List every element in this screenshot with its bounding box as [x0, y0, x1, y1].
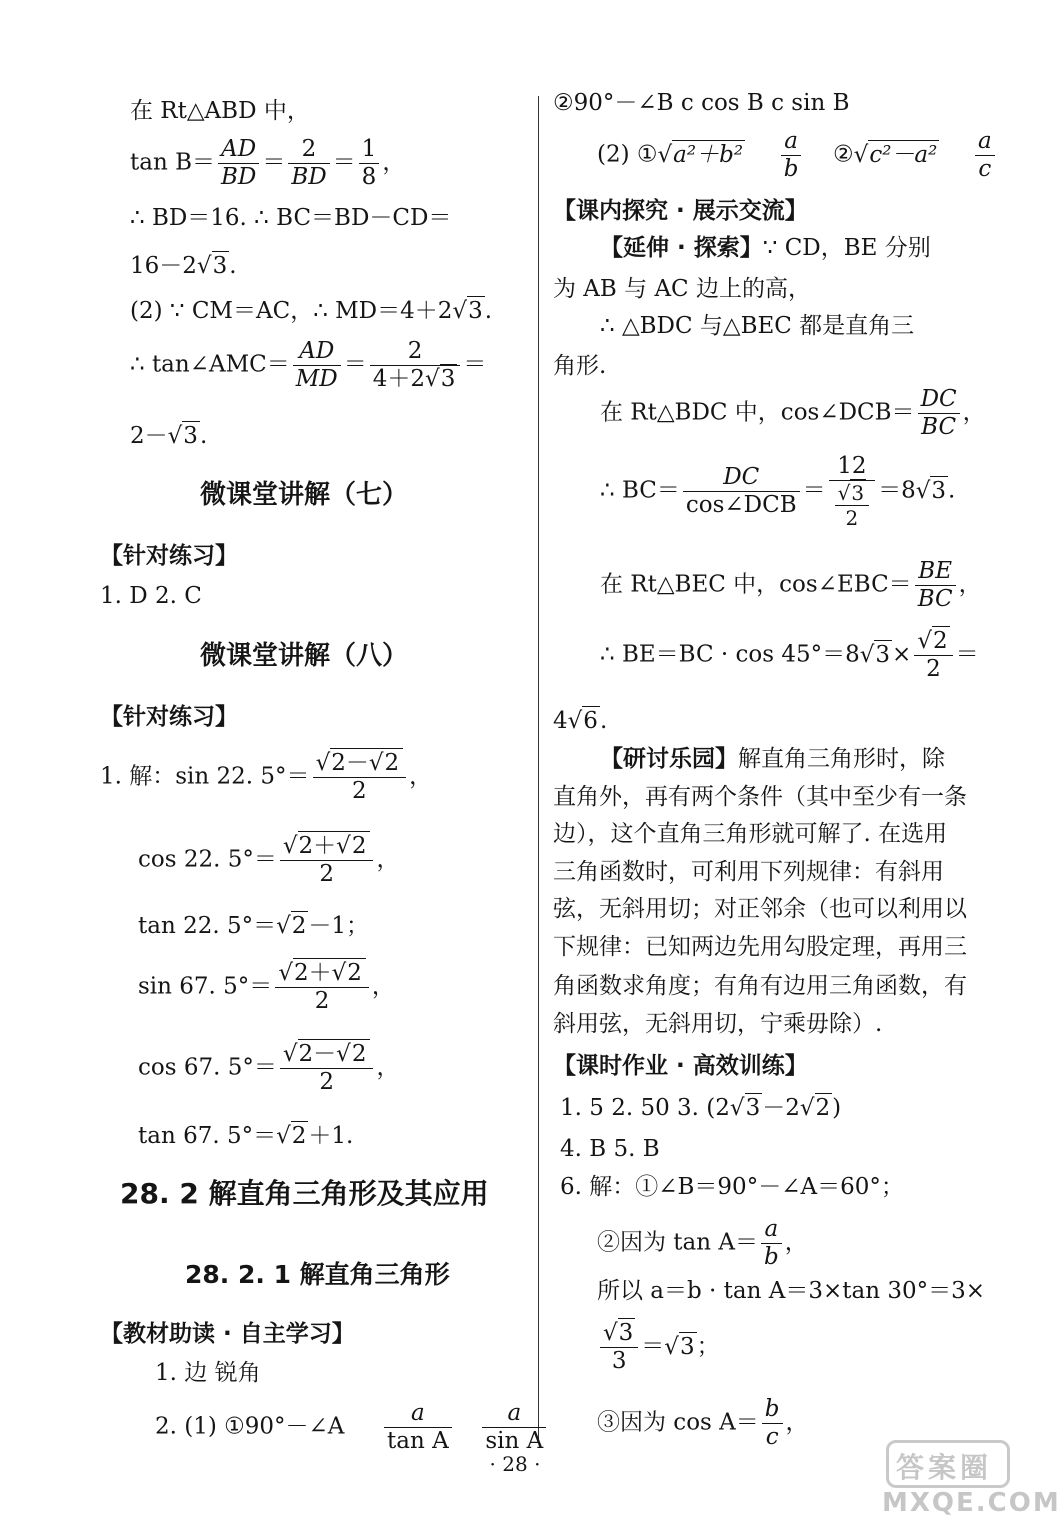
section-heading: 【课内探究 · 展示交流】: [553, 198, 808, 224]
equation-line: tan 67. 5°＝√2＋1.: [138, 1123, 354, 1149]
equation-line: 1. 解：sin 22. 5°＝ $\frac{√2-√2}{2}$ ，: [100, 750, 433, 804]
section-title: 28. 2 解直角三角形及其应用: [120, 1177, 489, 1210]
text-line: 在 Rt△ABD 中，: [130, 98, 310, 124]
section-title: 微课堂讲解（八）: [200, 641, 409, 671]
equation-line: (2) ①√a²＋b² $\frac{a}{b}$ ②√c²－a² $\frac{a}{c}$: [597, 130, 998, 181]
page-number: · 28 ·: [489, 1452, 541, 1476]
section-heading: 【教材助读 · 自主学习】: [100, 1321, 355, 1347]
right-column: [545, 0, 1030, 1536]
section-heading: 【针对练习】: [100, 543, 238, 569]
equation-line: $\frac{√3}{3}$ ＝√3；: [597, 1322, 720, 1373]
subsection-title: 28. 2. 1 解直角三角形: [185, 1260, 450, 1289]
equation-line: 2. (1) ①90°－∠A $\frac{a}{\text{tan A}}$ $\frac{a}{\text{sin A}}$: [155, 1402, 549, 1453]
equation-line: ③因为 cos A＝ $\frac{b}{c}$ ，: [597, 1396, 809, 1450]
paragraph-line: 边），这个直角三角形就可解了. 在选用: [553, 821, 948, 847]
equation-line: ②因为 tan A＝ $\frac{a}{b}$ ，: [597, 1216, 808, 1270]
paragraph-line: 下规律：已知两边先用勾股定理，再用三: [553, 934, 967, 960]
paragraph-line: 【研讨乐园】解直角三角形时，除: [600, 746, 945, 772]
paragraph-line: 角函数求角度；有角有边用三角函数，有: [553, 973, 967, 999]
text-line: 16－2√3.: [130, 253, 237, 279]
equation-line: tan B＝ $\frac{AD}{BD}$ ＝ $\frac{2}{BD}$ ＝ $\frac{1}{8}$ ，: [130, 136, 406, 190]
equation-line: 在 Rt△BDC 中，cos∠DCB＝ $\frac{DC}{BC}$ ，: [600, 386, 986, 440]
section-heading: 【针对练习】: [100, 704, 238, 730]
paragraph-line: 直角外，再有两个条件（其中至少有一条: [553, 784, 967, 810]
answer-line: 1. 5 2. 50 3. (2√3－2√2): [560, 1095, 842, 1121]
equation-line: ∴ BE＝BC · cos 45°＝8√3× $\frac{√2}{2}$ ＝: [600, 628, 979, 682]
answer-line: ②90°－∠B c cos B c sin B: [553, 90, 850, 116]
equation-line: cos 22. 5°＝ $\frac{√2+√2}{2}$ ，: [138, 833, 400, 887]
equation-line: sin 67. 5°＝ $\frac{√2+√2}{2}$ ，: [138, 960, 395, 1014]
paragraph-line: 弦，无斜用切；对正邻余（也可以利用以: [553, 896, 967, 922]
equation-line: ∴ BC＝ $\frac{DC}{\text{cos∠DCB}}$ ＝ $\frac{12}{\frac{√3}{2}}$ ＝8√3.: [600, 453, 956, 530]
section-title: 微课堂讲解（七）: [200, 480, 409, 510]
equation-line: ∴ tan∠AMC＝ $\frac{AD}{MD}$ ＝ $\frac{2}{4+2√3}$ ＝: [130, 338, 487, 392]
text-line: (2) ∵ CM＝AC，∴ MD＝4＋2√3.: [130, 298, 493, 324]
answer-line: 1. D 2. C: [100, 583, 202, 609]
text-line: 【延伸 · 探索】∵ CD，BE 分别: [600, 235, 931, 261]
equation-line: tan 22. 5°＝√2－1；: [138, 913, 370, 939]
answer-line: 1. 边 锐角: [155, 1360, 261, 1386]
watermark-text: 答案圈: [896, 1451, 993, 1484]
text-line: 为 AB 与 AC 边上的高，: [553, 276, 811, 302]
text-line: ∴ BD＝16. ∴ BC＝BD－CD＝: [130, 205, 452, 231]
text-line: 角形.: [553, 353, 607, 379]
watermark-url: MXQE.COM: [882, 1488, 1061, 1518]
paragraph-line: 斜用弦，无斜用切，宁乘毋除）.: [553, 1011, 883, 1037]
equation-line: 在 Rt△BEC 中，cos∠EBC＝ $\frac{BE}{BC}$ ，: [600, 558, 982, 612]
equation-line: cos 67. 5°＝ $\frac{√2-√2}{2}$ ，: [138, 1041, 400, 1095]
text-line: ∴ △BDC 与△BEC 都是直角三: [600, 313, 915, 339]
section-heading: 【课时作业 · 高效训练】: [553, 1053, 808, 1079]
watermark-logo: [876, 1438, 1061, 1524]
text-line: 所以 a＝b · tan A＝3×tan 30°＝3×: [597, 1278, 986, 1304]
answer-line: 4. B 5. B: [560, 1136, 660, 1162]
paragraph-line: 三角函数时，可利用下列规律：有斜用: [553, 859, 944, 885]
answer-line: 6. 解：①∠B＝90°－∠A＝60°；: [560, 1174, 904, 1200]
equation-line: 4√6.: [553, 708, 608, 734]
text-line: 2－√3.: [130, 423, 208, 449]
